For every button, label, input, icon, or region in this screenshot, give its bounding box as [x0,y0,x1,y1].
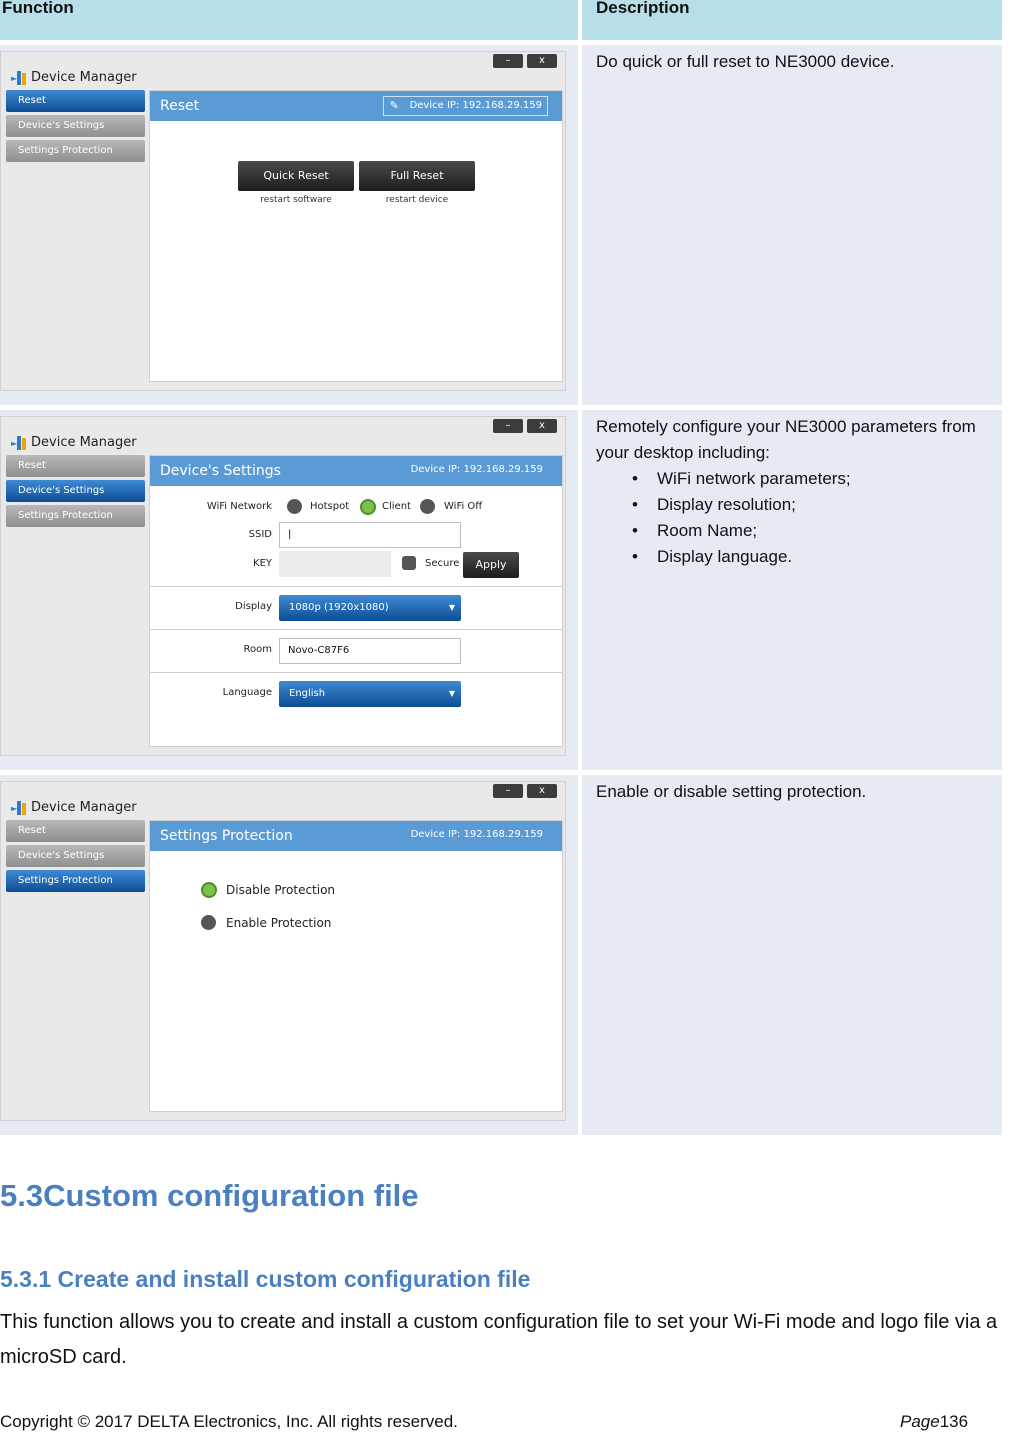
panel-header [150,456,562,486]
hotspot-label: Hotspot [310,501,350,512]
panel-title: Settings Protection [160,828,293,844]
function-cell [0,45,578,405]
close-button[interactable]: x [527,419,557,433]
body-paragraph: This function allows you to create and install a custom configuration file to set your Wi-Fi mode and logo file via a microSD card. [0,1311,998,1368]
device-manager-logo-icon: ► [11,801,27,815]
table-row [0,775,1002,1135]
description-cell [582,45,1002,405]
subsection-heading: 5.3.1 Create and install custom configuration file [0,1266,531,1292]
page-number: 136 [939,1412,969,1431]
footer-copyright: Copyright © 2017 DELTA Electronics, Inc. All rights reserved. [0,1412,458,1431]
minimize-button[interactable]: – [493,54,523,68]
window-controls [493,784,557,798]
description-text: Enable or disable setting protection. [596,782,867,801]
sidebar-item-settings-protection[interactable]: Settings Protection [6,140,145,162]
description-text [582,410,1002,570]
window-title-text: Device Manager [31,435,137,450]
section-heading: 5.3Custom configuration file [0,1178,419,1213]
device-manager-logo-icon: ► [11,71,27,85]
divider [150,586,562,587]
description-text: Do quick or full reset to NE3000 device. [596,52,895,71]
enable-protection-radio[interactable] [201,915,216,930]
chevron-down-icon: ▼ [448,689,455,698]
window-title-text: Device Manager [31,70,137,85]
quick-reset-button[interactable]: Quick Reset [238,161,354,191]
close-button[interactable]: x [527,54,557,68]
window-title [11,435,137,450]
wifi-off-radio[interactable] [420,499,435,514]
room-label: Room [243,644,272,655]
device-ip-label: Device IP: 192.168.29.159 [410,464,543,475]
panel-header [150,821,562,851]
language-select[interactable]: English ▼ [279,681,461,707]
close-button[interactable]: x [527,784,557,798]
sidebar-item-settings-protection[interactable]: Settings Protection [6,870,145,892]
list-item: • WiFi network parameters; [657,466,988,492]
header-description: Description [582,0,1002,40]
full-reset-button[interactable]: Full Reset [359,161,475,191]
room-input[interactable]: Novo-C87F6 [279,638,461,664]
disable-protection-radio[interactable] [201,882,217,898]
window-title [11,800,137,815]
minimize-button[interactable]: – [493,784,523,798]
device-ip-label: Device IP: 192.168.29.159 [410,829,543,840]
sidebar [6,90,145,165]
sidebar [6,455,145,530]
minimize-button[interactable]: – [493,419,523,433]
parameter-list [596,466,988,570]
sidebar-item-reset[interactable]: Reset [6,90,145,112]
sidebar-item-settings-protection[interactable]: Settings Protection [6,505,145,527]
client-label: Client [382,501,411,512]
sidebar-item-reset[interactable]: Reset [6,820,145,842]
sidebar-item-device-settings[interactable]: Device's Settings [6,845,145,867]
client-radio[interactable] [360,499,376,515]
page-label: Page [900,1412,940,1431]
wifi-network-label: WiFi Network [206,501,272,512]
wifi-off-label: WiFi Off [444,501,483,512]
hotspot-radio[interactable] [287,499,302,514]
ssid-label: SSID [248,529,272,540]
enable-protection-label: Enable Protection [226,916,332,930]
list-item: • Room Name; [657,518,988,544]
list-item: • Display language. [657,544,988,570]
footer-page-number [900,1412,968,1432]
content-panel [149,820,563,1112]
window-title-text: Device Manager [31,800,137,815]
chevron-down-icon: ▼ [448,603,455,612]
window-title [11,70,137,85]
window-controls [493,54,557,68]
pencil-icon: ✎ [389,99,399,112]
quick-reset-caption: restart software [260,195,332,205]
function-cell [0,775,578,1135]
panel-header [150,91,562,121]
full-reset-group [359,161,475,205]
ssid-input[interactable]: | [279,522,461,548]
sidebar-item-reset[interactable]: Reset [6,455,145,477]
header-function: Function [0,0,578,40]
window-controls [493,419,557,433]
content-panel [149,455,563,747]
list-item: • Display resolution; [657,492,988,518]
display-label: Display [235,601,272,612]
secure-label: Secure [425,558,460,569]
panel-title: Reset [160,98,200,114]
content-panel [149,90,563,382]
device-manager-window [0,416,566,756]
panel-title: Device's Settings [160,463,281,479]
quick-reset-group [238,161,354,205]
sidebar [6,820,145,895]
language-label: Language [222,687,272,698]
function-cell [0,410,578,770]
description-intro: Remotely configure your NE3000 parameters from your desktop including: [596,417,976,462]
divider [150,672,562,673]
device-manager-window [0,51,566,391]
sidebar-item-device-settings[interactable]: Device's Settings [6,115,145,137]
apply-button[interactable]: Apply [463,552,519,578]
description-cell [582,775,1002,1135]
secure-checkbox[interactable] [402,556,416,570]
divider [150,629,562,630]
sidebar-item-device-settings[interactable]: Device's Settings [6,480,145,502]
device-manager-logo-icon: ► [11,436,27,450]
disable-protection-label: Disable Protection [226,883,336,897]
device-ip-badge: ✎ Device IP: 192.168.29.159 [383,96,548,116]
key-input[interactable] [279,551,391,577]
table-row [0,410,1002,770]
device-manager-window [0,781,566,1121]
description-cell [582,410,1002,770]
full-reset-caption: restart device [385,195,449,205]
key-label: KEY [253,558,272,569]
display-select[interactable]: 1080p (1920x1080) ▼ [279,595,461,621]
table-row [0,45,1002,405]
